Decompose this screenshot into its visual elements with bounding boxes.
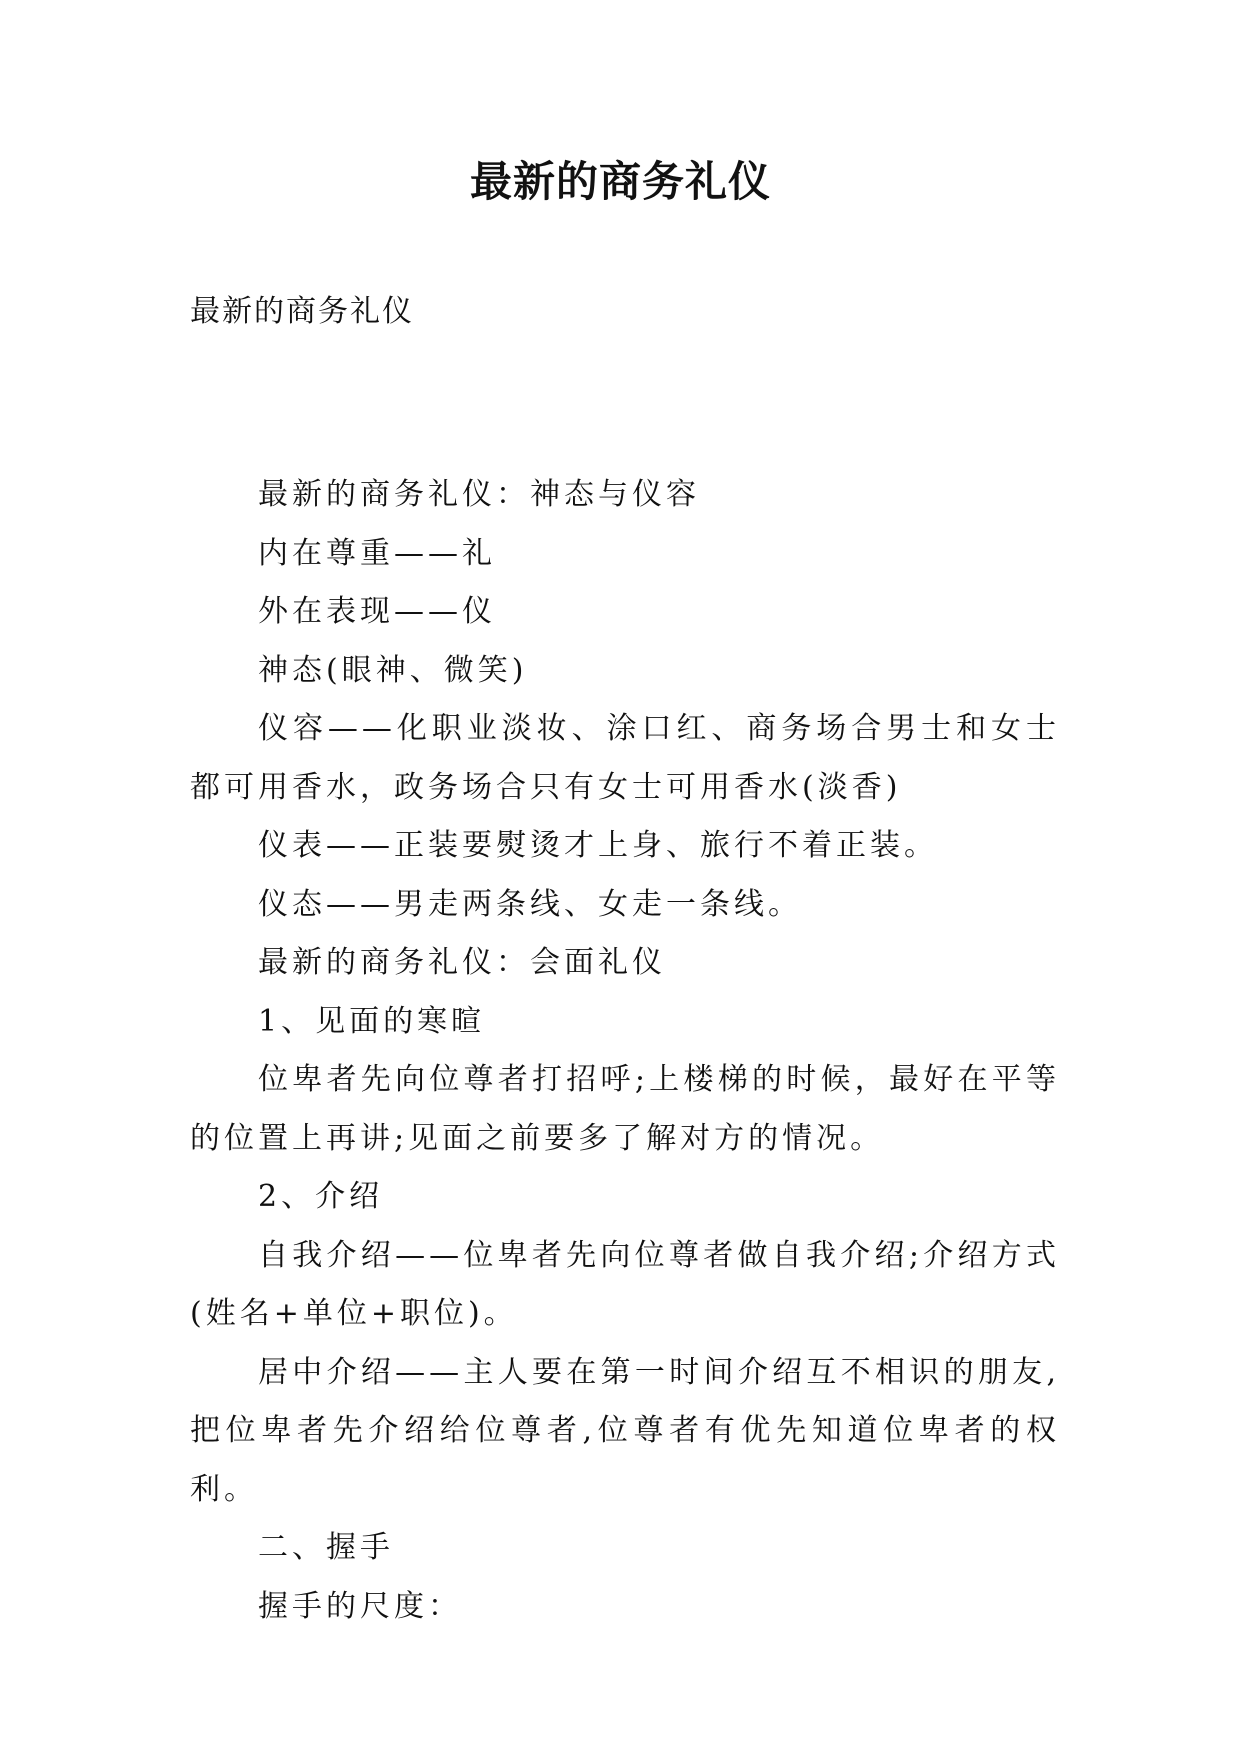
paragraph: 内在尊重——礼	[258, 535, 496, 571]
paragraph: 神态(眼神、微笑)	[258, 652, 528, 688]
paragraph: 仪容——化职业淡妆、涂口红、商务场合男士和女士都可用香水，政务场合只有女士可用香水(淡香)	[190, 711, 1060, 805]
paragraph: 仪表——正装要熨烫才上身、旅行不着正装。	[258, 828, 938, 863]
document-body	[190, 466, 1060, 1636]
paragraph: 居中介绍——主人要在第一时间介绍互不相识的朋友,把位卑者先介绍给位尊者,位尊者有优先知道位卑者的权利。	[190, 1354, 1060, 1507]
paragraph: 二、握手	[258, 1530, 394, 1565]
paragraph: 外在表现——仪	[258, 594, 496, 629]
paragraph: 2、介绍	[258, 1179, 384, 1214]
document-title: 最新的商务礼仪	[469, 157, 771, 206]
paragraph: 仪态——男走两条线、女走一条线。	[258, 886, 802, 922]
paragraph: 最新的商务礼仪：神态与仪容	[258, 477, 700, 512]
paragraph: 自我介绍——位卑者先向位尊者做自我介绍;介绍方式(姓名+单位+职位)。	[190, 1237, 1060, 1331]
paragraph: 1、见面的寒暄	[258, 1003, 486, 1039]
paragraph: 最新的商务礼仪：会面礼仪	[258, 945, 666, 980]
paragraph: 位卑者先向位尊者打招呼;上楼梯的时候，最好在平等的位置上再讲;见面之前要多了解对方的情况。	[190, 1062, 1060, 1156]
paragraph: 握手的尺度：	[258, 1588, 462, 1624]
document-subtitle: 最新的商务礼仪	[190, 294, 414, 329]
